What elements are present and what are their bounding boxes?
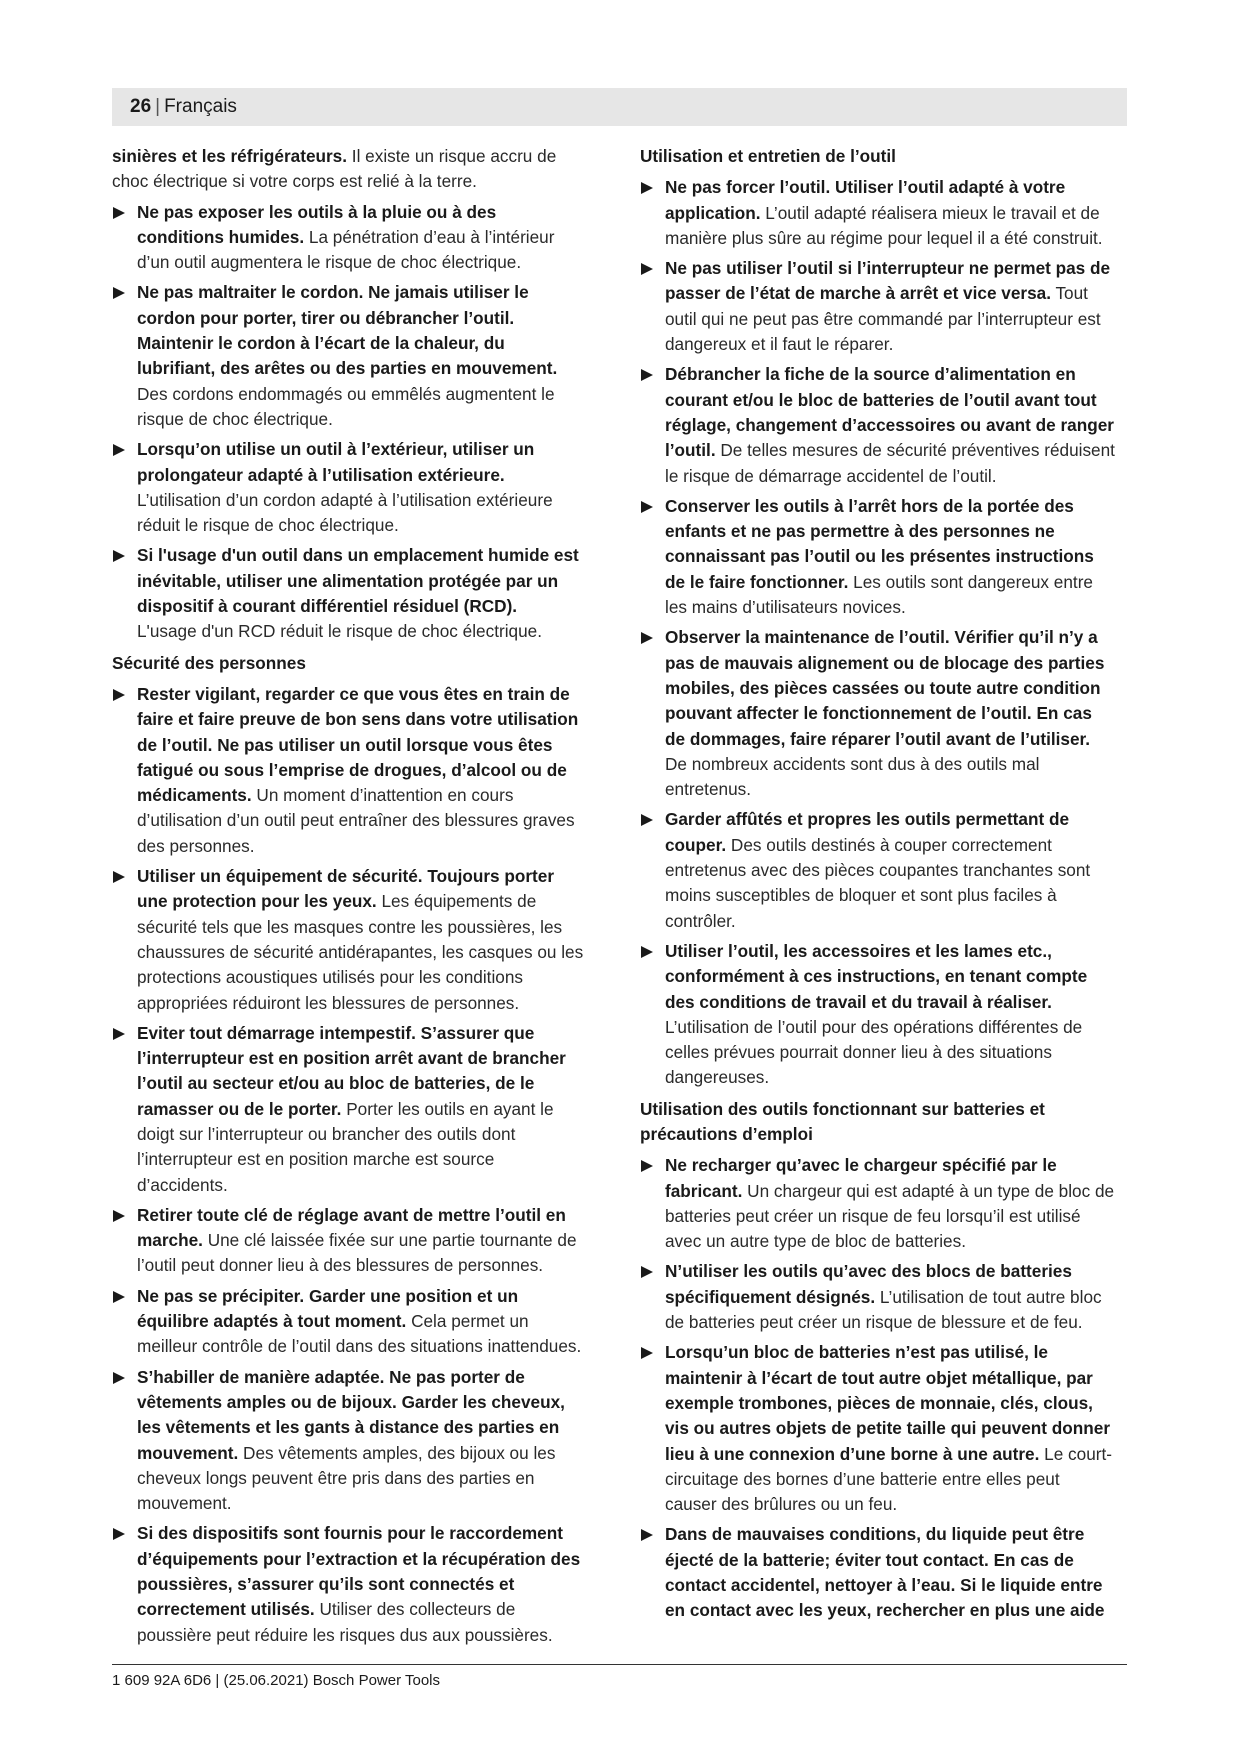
bullet-arrow-icon xyxy=(113,1291,125,1303)
safety-item: Rester vigilant, regarder ce que vous êtes en train de faire et faire preuve de bon sens dans votre utilisation de l’outil. Ne pas utiliser un outil lorsque vous êtes fatigué ou sous l’emprise de drogues, d’alcool ou de médicaments. Un moment d’inattention en cours d’utilisation d’un outil peut entraîner des blessures graves des personnes. xyxy=(112,682,587,859)
bullet-arrow-icon xyxy=(641,1266,653,1278)
right-column xyxy=(640,144,1115,1629)
safety-item: Ne pas forcer l’outil. Utiliser l’outil adapté à votre application. L’outil adapté réalisera mieux le travail et de manière plus sûre au régime pour lequel il a été construit. xyxy=(640,175,1115,251)
section-heading: Utilisation des outils fonctionnant sur batteries et précautions d’emploi xyxy=(640,1098,1045,1144)
safety-item: Si des dispositifs sont fournis pour le raccordement d’équipements pour l’extraction et la récupération des poussières, s’assurer qu’ils sont connectés et correctement utilisés. Utiliser des collecteurs de poussière peut réduire les risques dus aux poussières. xyxy=(112,1521,587,1647)
bullet-arrow-icon xyxy=(641,632,653,644)
bullet-arrow-icon xyxy=(641,501,653,513)
safety-item: Lorsqu’on utilise un outil à l’extérieur, utiliser un prolongateur adapté à l’utilisation extérieure. L’utilisation d’un cordon adapté à l’utilisation extérieure réduit le risque de choc électrique. xyxy=(112,437,587,538)
bullet-arrow-icon xyxy=(113,1028,125,1040)
safety-item: Ne pas exposer les outils à la pluie ou à des conditions humides. La pénétration d’eau à l’intérieur d’un outil augmentera le risque de choc électrique. xyxy=(112,200,587,276)
bullet-arrow-icon xyxy=(641,946,653,958)
page-header xyxy=(112,88,1127,126)
bullet-arrow-icon xyxy=(641,1160,653,1172)
safety-item: Dans de mauvaises conditions, du liquide peut être éjecté de la batterie; éviter tout contact. En cas de contact accidentel, nettoyer à l’eau. Si le liquide entre en contact avec les yeux, rechercher en plus une aide xyxy=(640,1522,1115,1623)
safety-item: Lorsqu’un bloc de batteries n’est pas utilisé, le maintenir à l’écart de tout autre objet métallique, par exemple trombones, pièces de monnaie, clés, clous, vis ou autres objets de petite taille qui peuvent donner lieu à une connexion d’une borne à une autre. Le court-circuitage des bornes d’une batterie entre elles peut causer des brûlures ou un feu. xyxy=(640,1340,1115,1517)
bullet-arrow-icon xyxy=(641,182,653,194)
safety-item: Conserver les outils à l’arrêt hors de la portée des enfants et ne pas permettre à des personnes ne connaissant pas l’outil ou les présentes instructions de le faire fonctionner. Les outils sont dangereux entre les mains d’utilisateurs novices. xyxy=(640,494,1115,620)
continued-paragraph: sinières et les réfrigérateurs. Il existe un risque accru de choc électrique si votre corps est relié à la terre. xyxy=(112,146,557,192)
safety-item: Eviter tout démarrage intempestif. S’assurer que l’interrupteur est en position arrêt avant de brancher l’outil au secteur et/ou au bloc de batteries, de le ramasser ou de le porter. Porter les outils en ayant le doigt sur l’interrupteur ou brancher des outils dont l’interrupteur est en position marche est source d’accidents. xyxy=(112,1021,587,1198)
safety-item: Retirer toute clé de réglage avant de mettre l’outil en marche. Une clé laissée fixée sur une partie tournante de l’outil peut donner lieu à des blessures de personnes. xyxy=(112,1203,587,1279)
bullet-arrow-icon xyxy=(641,814,653,826)
left-column xyxy=(112,144,587,1653)
bullet-arrow-icon xyxy=(113,1210,125,1222)
bullet-arrow-icon xyxy=(641,1347,653,1359)
bullet-arrow-icon xyxy=(641,369,653,381)
safety-item: Observer la maintenance de l’outil. Vérifier qu’il n’y a pas de mauvais alignement ou de blocage des parties mobiles, des pièces cassées ou toute autre condition pouvant affecter le fonctionnement de l’outil. En cas de dommages, faire réparer l’outil avant de l’utiliser. De nombreux accidents sont dus à des outils mal entretenus. xyxy=(640,625,1115,802)
safety-item: S’habiller de manière adaptée. Ne pas porter de vêtements amples ou de bijoux. Garder les cheveux, les vêtements et les gants à distance des parties en mouvement. Des vêtements amples, des bijoux ou les cheveux longs peuvent être pris dans des parties en mouvement. xyxy=(112,1365,587,1517)
section-heading: Sécurité des personnes xyxy=(112,652,306,673)
safety-item: Ne pas utiliser l’outil si l’interrupteur ne permet pas de passer de l’état de marche à arrêt et vice versa. Tout outil qui ne peut pas être commandé par l’interrupteur est dangereux et il faut le réparer. xyxy=(640,256,1115,357)
safety-item: Utiliser un équipement de sécurité. Toujours porter une protection pour les yeux. Les équipements de sécurité tels que les masques contre les poussières, les chaussures de sécurité antidérapantes, les casques ou les protections acoustiques utilisés pour les conditions appropriées réduiront les blessures de personnes. xyxy=(112,864,587,1016)
safety-item: Ne pas maltraiter le cordon. Ne jamais utiliser le cordon pour porter, tirer ou débrancher l’outil. Maintenir le cordon à l’écart de la chaleur, du lubrifiant, des arêtes ou des parties en mouvement. Des cordons endommagés ou emmêlés augmentent le risque de choc électrique. xyxy=(112,280,587,432)
section-heading: Utilisation et entretien de l’outil xyxy=(640,146,896,166)
bullet-arrow-icon xyxy=(113,444,125,456)
bullet-arrow-icon xyxy=(113,871,125,883)
header-separator: | xyxy=(155,96,161,117)
bullet-arrow-icon xyxy=(113,1372,125,1384)
bullet-arrow-icon xyxy=(113,207,125,219)
bullet-arrow-icon xyxy=(113,550,125,562)
page-number: 26 xyxy=(130,96,152,117)
bullet-arrow-icon xyxy=(113,287,125,299)
page-footer: 1 609 92A 6D6 | (25.06.2021) Bosch Power Tools xyxy=(112,1672,441,1689)
bullet-arrow-icon xyxy=(113,1528,125,1540)
bullet-arrow-icon xyxy=(641,263,653,275)
safety-item: Utiliser l’outil, les accessoires et les lames etc., conformément à ces instructions, en tenant compte des conditions de travail et du travail à réaliser. L’utilisation de l’outil pour des opérations différentes de celles prévues pourrait donner lieu à des situations dangereuses. xyxy=(640,939,1115,1091)
bullet-arrow-icon xyxy=(641,1529,653,1541)
safety-item: N’utiliser les outils qu’avec des blocs de batteries spécifiquement désignés. L’utilisation de tout autre bloc de batteries peut créer un risque de blessure et de feu. xyxy=(640,1259,1115,1335)
footer-divider xyxy=(112,1664,1127,1665)
bullet-arrow-icon xyxy=(113,689,125,701)
safety-item: Si l'usage d'un outil dans un emplacement humide est inévitable, utiliser une alimentation protégée par un dispositif à courant différentiel résiduel (RCD). L'usage d'un RCD réduit le risque de choc électrique. xyxy=(112,543,587,644)
safety-item: Ne pas se précipiter. Garder une position et un équilibre adaptés à tout moment. Cela permet un meilleur contrôle de l’outil dans des situations inattendues. xyxy=(112,1284,587,1360)
safety-item: Ne recharger qu’avec le chargeur spécifié par le fabricant. Un chargeur qui est adapté à un type de bloc de batteries peut créer un risque de feu lorsqu’il est utilisé avec un autre type de bloc de batteries. xyxy=(640,1153,1115,1254)
safety-item: Débrancher la fiche de la source d’alimentation en courant et/ou le bloc de batteries de l’outil avant tout réglage, changement d’accessoires ou avant de ranger l’outil. De telles mesures de sécurité préventives réduisent le risque de démarrage accidentel de l’outil. xyxy=(640,362,1115,488)
safety-item: Garder affûtés et propres les outils permettant de couper. Des outils destinés à couper correctement entretenus avec des pièces coupantes tranchantes sont moins susceptibles de bloquer et sont plus faciles à contrôler. xyxy=(640,807,1115,933)
header-language: Français xyxy=(164,96,237,117)
